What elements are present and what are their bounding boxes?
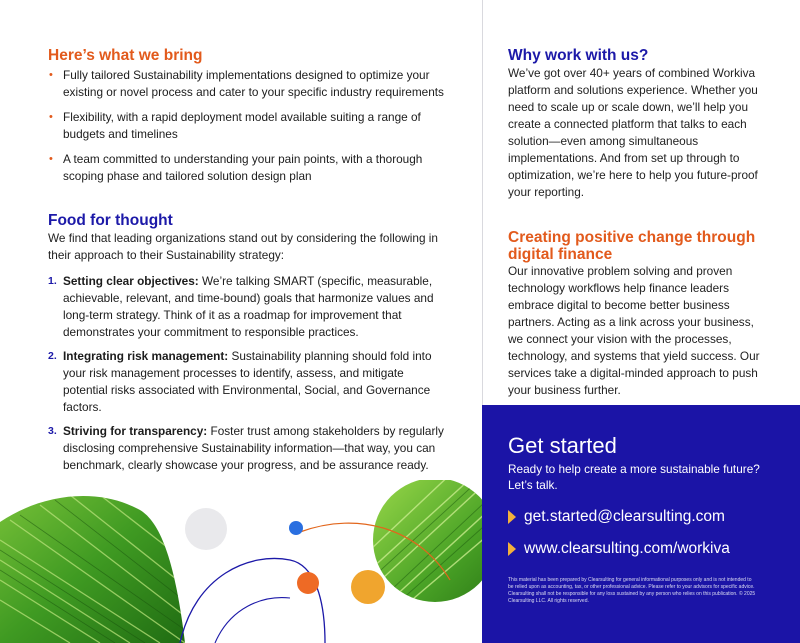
gray-circle	[185, 508, 227, 550]
navy-arc-small	[215, 598, 290, 643]
list-item: 3. Striving for transparency: Foster trust among stakeholders by regularly disclosing comprehensive Sustainability information—that way, you can benchmark, clearly showcase your progress, and be assurance ready.	[48, 424, 444, 472]
decorative-artwork	[0, 480, 482, 643]
palm-leaf-image	[0, 480, 190, 643]
blue-dot	[289, 521, 303, 535]
website-link[interactable]: www.clearsulting.com/workiva	[508, 539, 774, 559]
change-heading: Creating positive change through digital finance	[508, 229, 756, 263]
leaf-circle-image	[370, 480, 482, 610]
list-item: • A team committed to understanding your pain points, with a thorough scoping phase and tailored solution design plan	[49, 152, 423, 183]
yellow-circle	[351, 570, 385, 604]
why-heading: Why work with us?	[508, 47, 649, 64]
bring-list	[48, 67, 448, 185]
arrow-right-icon	[508, 510, 516, 524]
food-intro: We find that leading organizations stand out by considering the following in their approach to their Sustainability strategy:	[48, 231, 438, 262]
food-list	[48, 273, 448, 474]
left-column	[48, 46, 448, 481]
change-text: Our innovative problem solving and proven technology workflows help finance leaders embrace digital to become better business partners. Acting as a link across your business, we connect your vision with the processes, technology, and systems that yield success. Our services take a digital-minded approach to push your business further.	[508, 264, 760, 397]
bullet-icon: •	[49, 69, 53, 81]
get-started-title: Get started	[508, 433, 617, 458]
right-column	[508, 46, 770, 399]
arrow-right-icon	[508, 542, 516, 556]
get-started-panel	[482, 405, 800, 643]
bullet-icon: •	[49, 153, 53, 165]
change-section	[508, 229, 770, 399]
list-item: 1. Setting clear objectives: We’re talking SMART (specific, measurable, achievable, relevant, and time-bound) goals that harmonize values and long-term strategy. Think of it as a roadmap for improvement that demonstrates your commitment to responsible practices.	[48, 274, 434, 339]
list-item: • Flexibility, with a rapid deployment model available suiting a range of budgets and timelines	[49, 110, 421, 141]
get-started-subtitle: Ready to help create a more sustainable future? Let’s talk.	[508, 462, 760, 492]
orange-circle	[297, 572, 319, 594]
disclaimer: This material has been prepared by Clearsulting for general informational purposes only and is not intended to be relied upon as accounting, tax, or other professional advice. Please refer to your advisors for specific advice. Clearsulting shall not be responsible for any loss sustained by any person who relies on this publication. © 2025 Clearsulting LLC. All rights reserved.	[508, 577, 756, 604]
food-section	[48, 211, 448, 474]
bring-heading: Here’s what we bring	[48, 47, 203, 64]
bullet-icon: •	[49, 111, 53, 123]
navy-arc	[180, 558, 325, 643]
column-divider	[482, 0, 483, 405]
food-heading: Food for thought	[48, 212, 173, 229]
why-text: We’ve got over 40+ years of combined Workiva platform and solutions experience. Whether you need to scale up or scale down, we’ll help you create a connected platform that talks to each solution—even among simultaneous implementations. And from set up through to optimization, we’re here to help you future-proof your reporting.	[508, 66, 758, 199]
list-item: 2. Integrating risk management: Sustainability planning should fold into your risk management processes to identify, assess, and mitigate potential risks associated with Environmental, Social, and Governance factors.	[48, 349, 432, 414]
email-link[interactable]: get.started@clearsulting.com	[508, 507, 774, 527]
list-item: • Fully tailored Sustainability implementations designed to optimize your existing or novel process and cater to your specific industry requirements	[49, 68, 444, 99]
